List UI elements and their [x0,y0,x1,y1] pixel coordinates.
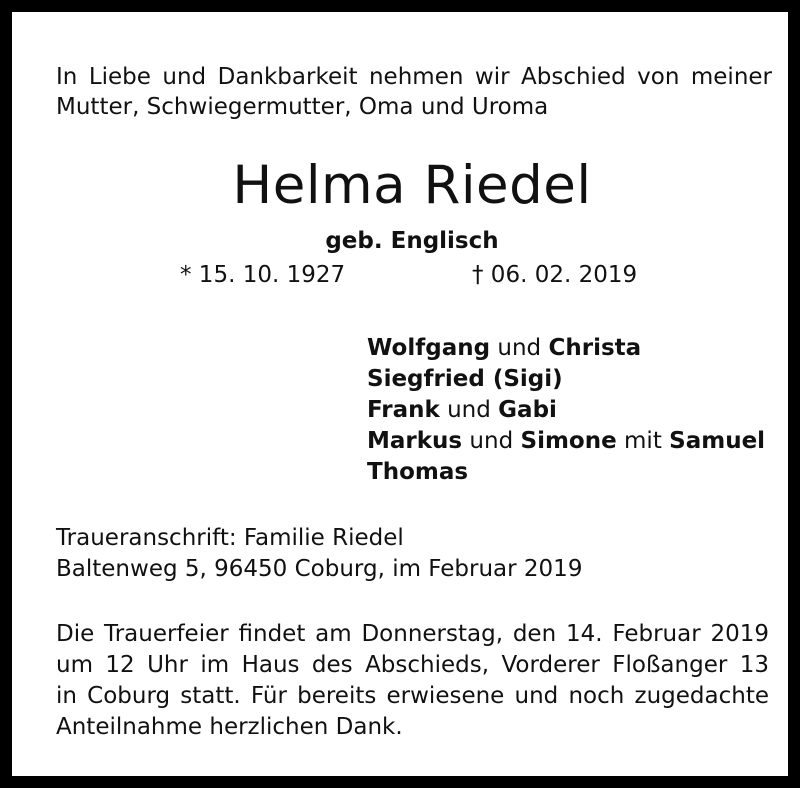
intro-line-2: Mutter, Schwiegermutter, Oma und Uroma [56,94,549,120]
service-line-2: um 12 Uhr im Haus des Abschieds, Vorderer Floßanger 13 [56,652,769,678]
connector-word: und [462,428,521,454]
mourning-address [56,523,582,585]
mourner-name: Samuel [669,428,766,454]
address-line-1: Traueranschrift: Familie Riedel [56,525,404,551]
intro-line-1: In Liebe und Dankbarkeit nehmen wir Abschied von meiner [56,64,772,90]
service-line-1: Die Trauerfeier findet am Donnerstag, den 14. Februar 2019 [56,621,769,647]
mourner-name: Wolfgang [367,335,491,361]
birth-date: * 15. 10. 1927 [180,262,346,288]
mourner-line [367,457,765,488]
mourners-list [367,333,765,488]
mourner-name: Frank [367,397,440,423]
mourner-name: Siegfried (Sigi) [367,366,563,392]
deceased-name: Helma Riedel [232,155,592,216]
mourner-name: Thomas [367,459,469,485]
mourner-name: Gabi [498,397,557,423]
maiden-name-text: geb. Englisch [325,228,499,254]
death-date: † 06. 02. 2019 [472,262,638,288]
connector-word: und [439,397,499,423]
mourner-name: Markus [367,428,463,454]
connector-word: und [490,335,549,361]
mourner-line [367,333,765,364]
maiden-name [12,226,800,256]
intro-text [56,62,772,122]
mourner-line [367,426,765,457]
mourner-name: Simone [520,428,617,454]
connector-word: mit [616,428,670,454]
service-line-3: in Coburg statt. Für bereits erwiesene und noch zugedachte [56,683,769,709]
mourner-line [367,395,765,426]
mourner-line [367,364,765,395]
funeral-service-text [56,619,769,743]
mourner-name: Christa [548,335,642,361]
service-line-4: Anteilnahme herzlichen Dank. [56,714,403,740]
address-line-2: Baltenweg 5, 96450 Coburg, im Februar 2019 [56,556,583,582]
